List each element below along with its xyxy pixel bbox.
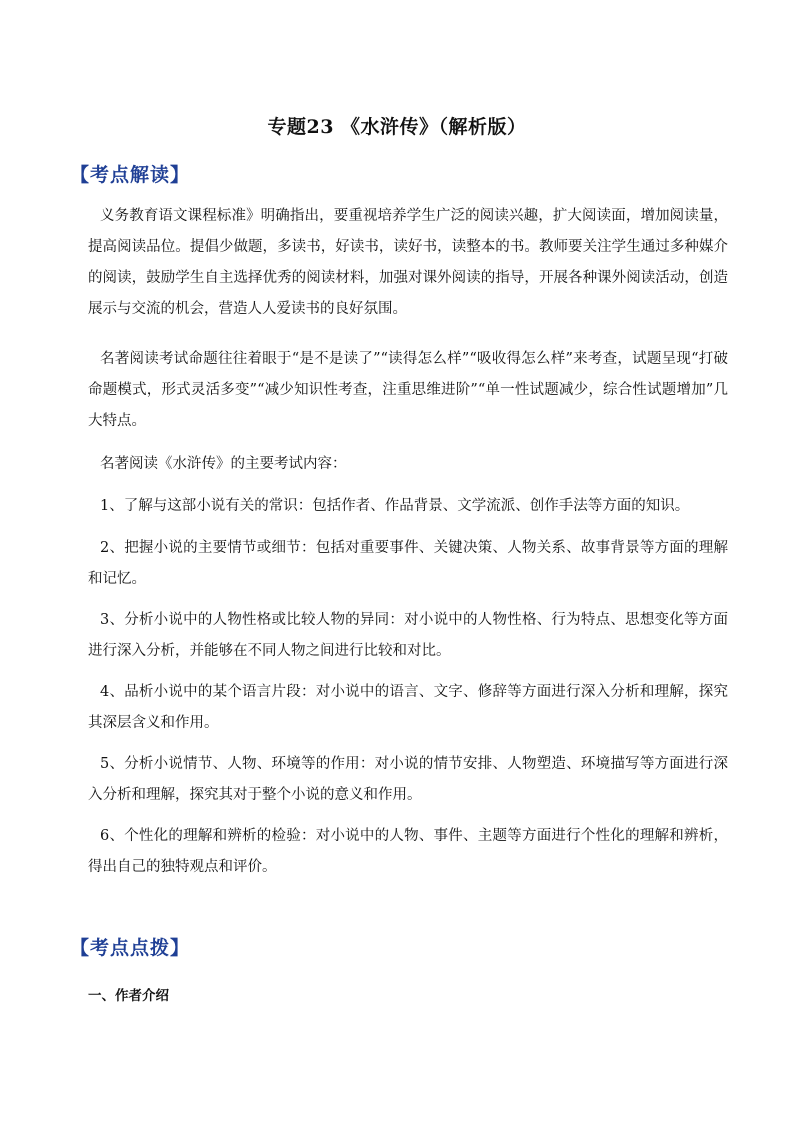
list-item-1: 1、了解与这部小说有关的常识：包括作者、作品背景、文学流派、创作手法等方面的知识。 — [100, 498, 690, 514]
document-title: 专题23 《水浒传》（解析版） — [267, 116, 527, 138]
list-item-2: 2、把握小说的主要情节或细节：包括对重要事件、关键决策、人物关系、故事背景等方面的理解和记忆。 — [88, 540, 728, 587]
paragraph-exam-content-intro: 名著阅读《水浒传》的主要考试内容： — [100, 456, 347, 472]
paragraph-exam-features: 名著阅读考试命题往往着眼于“是不是读了”“读得怎么样”“吸收得怎么样”来考查，试题呈现“打破命题模式，形式灵活多变”“减少知识性考查，注重思维进阶”“单一性试题减少，综合性试题增加”几大特点。 — [88, 351, 728, 429]
list-item-4: 4、品析小说中的某个语言片段：对小说中的语言、文字、修辞等方面进行深入分析和理解，探究其深层含义和作用。 — [88, 684, 728, 731]
list-item-3: 3、分析小说中的人物性格或比较人物的异同：对小说中的人物性格、行为特点、思想变化等方面进行深入分析，并能够在不同人物之间进行比较和对比。 — [88, 612, 728, 659]
section-heading-exam-points: 【考点解读】 — [70, 164, 191, 186]
list-item-5: 5、分析小说情节、人物、环境等的作用：对小说的情节安排、人物塑造、环境描写等方面进行深入分析和理解，探究其对于整个小说的意义和作用。 — [88, 756, 728, 803]
paragraph-curriculum-standard: 义务教育语文课程标准》明确指出，要重视培养学生广泛的阅读兴趣，扩大阅读面，增加阅读量，提高阅读品位。提倡少做题，多读书，好读书，读好书，读整本的书。教师要关注学生通过多种媒介的阅读，鼓励学生自主选择优秀的阅读材料，加强对课外阅读的指导，开展各种课外阅读活动，创造展示与交流的机会，营造人人爱读书的良好氛围。 — [88, 208, 728, 317]
list-item-6: 6、个性化的理解和辨析的检验：对小说中的人物、事件、主题等方面进行个性化的理解和辨析，得出自己的独特观点和评价。 — [88, 828, 728, 875]
section-heading-key-points: 【考点点拨】 — [70, 937, 191, 959]
subheading-author-intro: 一、作者介绍 — [88, 988, 169, 1004]
